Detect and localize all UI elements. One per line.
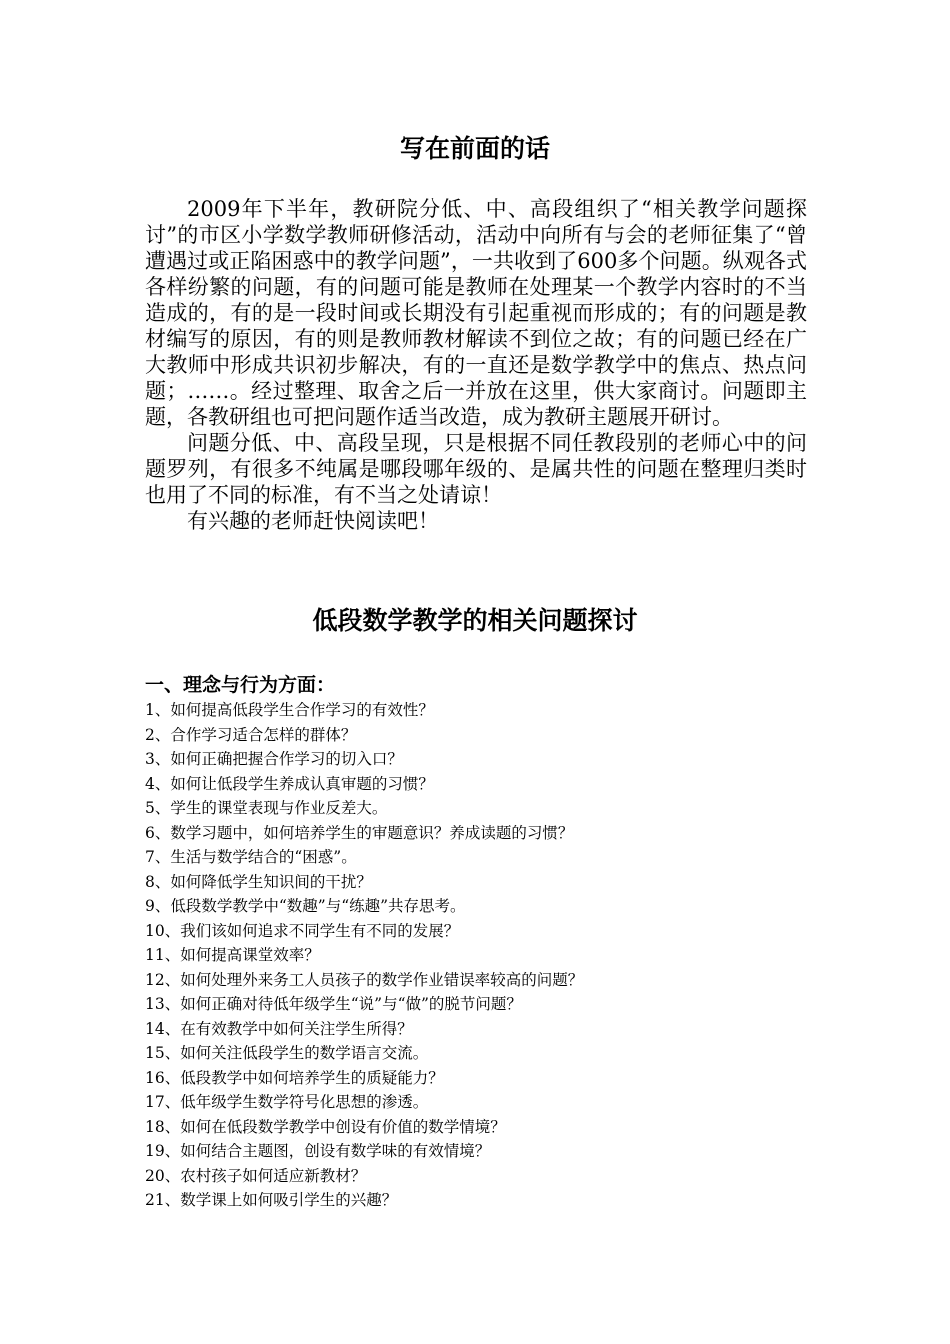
list-item: 10、我们该如何追求不同学生有不同的发展？	[145, 921, 460, 940]
section-title: 低段数学教学的相关问题探讨	[312, 606, 638, 635]
list-item: 13、如何正确对待低年级学生“说”与“做”的脱节问题？	[145, 995, 522, 1013]
list-item: 11、如何提高课堂效率？	[145, 946, 320, 964]
list-item: 9、低段数学教学中“数趣”与“练趣”共存思考。	[145, 897, 466, 915]
list-item: 6、数学习题中，如何培养学生的审题意识？养成读题的习惯？	[145, 823, 574, 842]
subsection-heading: 一、理念与行为方面：	[145, 674, 336, 696]
question-list	[145, 698, 825, 1213]
list-item: 7、生活与数学结合的“困惑”。	[145, 848, 357, 866]
preface-body	[145, 196, 807, 534]
list-item: 3、如何正确把握合作学习的切入口？	[145, 750, 403, 768]
preface-paragraph: 问题分低、中、高段呈现，只是根据不同任教段别的老师心中的问题罗列，有很多不纯属是哪段哪年级的、是属共性的问题在整理归类时也用了不同的标准，有不当之处请谅！	[145, 431, 807, 507]
preface-paragraph: 有兴趣的老师赶快阅读吧！	[187, 509, 439, 533]
list-item: 20、农村孩子如何适应新教材？	[145, 1166, 367, 1185]
list-item: 16、低段教学中如何培养学生的质疑能力？	[145, 1068, 444, 1087]
preface-title: 写在前面的话	[399, 134, 550, 163]
list-item: 12、如何处理外来务工人员孩子的数学作业错误率较高的问题？	[145, 970, 584, 989]
list-item: 8、如何降低学生知识间的干扰？	[145, 872, 372, 891]
list-item: 19、如何结合主题图，创设有数学味的有效情境？	[145, 1142, 491, 1160]
list-item: 21、数学课上如何吸引学生的兴趣？	[145, 1191, 398, 1209]
list-item: 14、在有效教学中如何关注学生所得？	[145, 1019, 413, 1038]
list-item: 2、合作学习适合怎样的群体？	[145, 725, 357, 744]
list-item: 4、如何让低段学生养成认真审题的习惯？	[145, 774, 434, 793]
list-item: 5、学生的课堂表现与作业反差大。	[145, 799, 388, 817]
list-item: 1、如何提高低段学生合作学习的有效性？	[145, 701, 434, 719]
preface-paragraph: 2009年下半年，教研院分低、中、高段组织了“相关教学问题探讨”的市区小学数学教师研修活动，活动中向所有与会的老师征集了“曾遭遇过或正陷困惑中的教学问题”，一共收到了600多个问题。纵观各式各样纷繁的问题，有的问题可能是教师在处理某一个教学内容时的不当造成的，有的是一段时间或长期没有引起重视而形成的；有的问题是教材编写的原因，有的则是教师教材解读不到位之故；有的问题已经在广大教师中形成共识初步解决，有的一直还是数学教学中的焦点、热点问题；……。经过整理、取舍之后一并放在这里，供大家商讨。问题即主题，各教研组也可把问题作适当改造，成为教研主题展开研讨。	[145, 197, 807, 429]
list-item: 18、如何在低段数学教学中创设有价值的数学情境？	[145, 1117, 506, 1136]
list-item: 17、低年级学生数学符号化思想的渗透。	[145, 1093, 429, 1111]
list-item: 15、如何关注低段学生的数学语言交流。	[145, 1044, 429, 1062]
